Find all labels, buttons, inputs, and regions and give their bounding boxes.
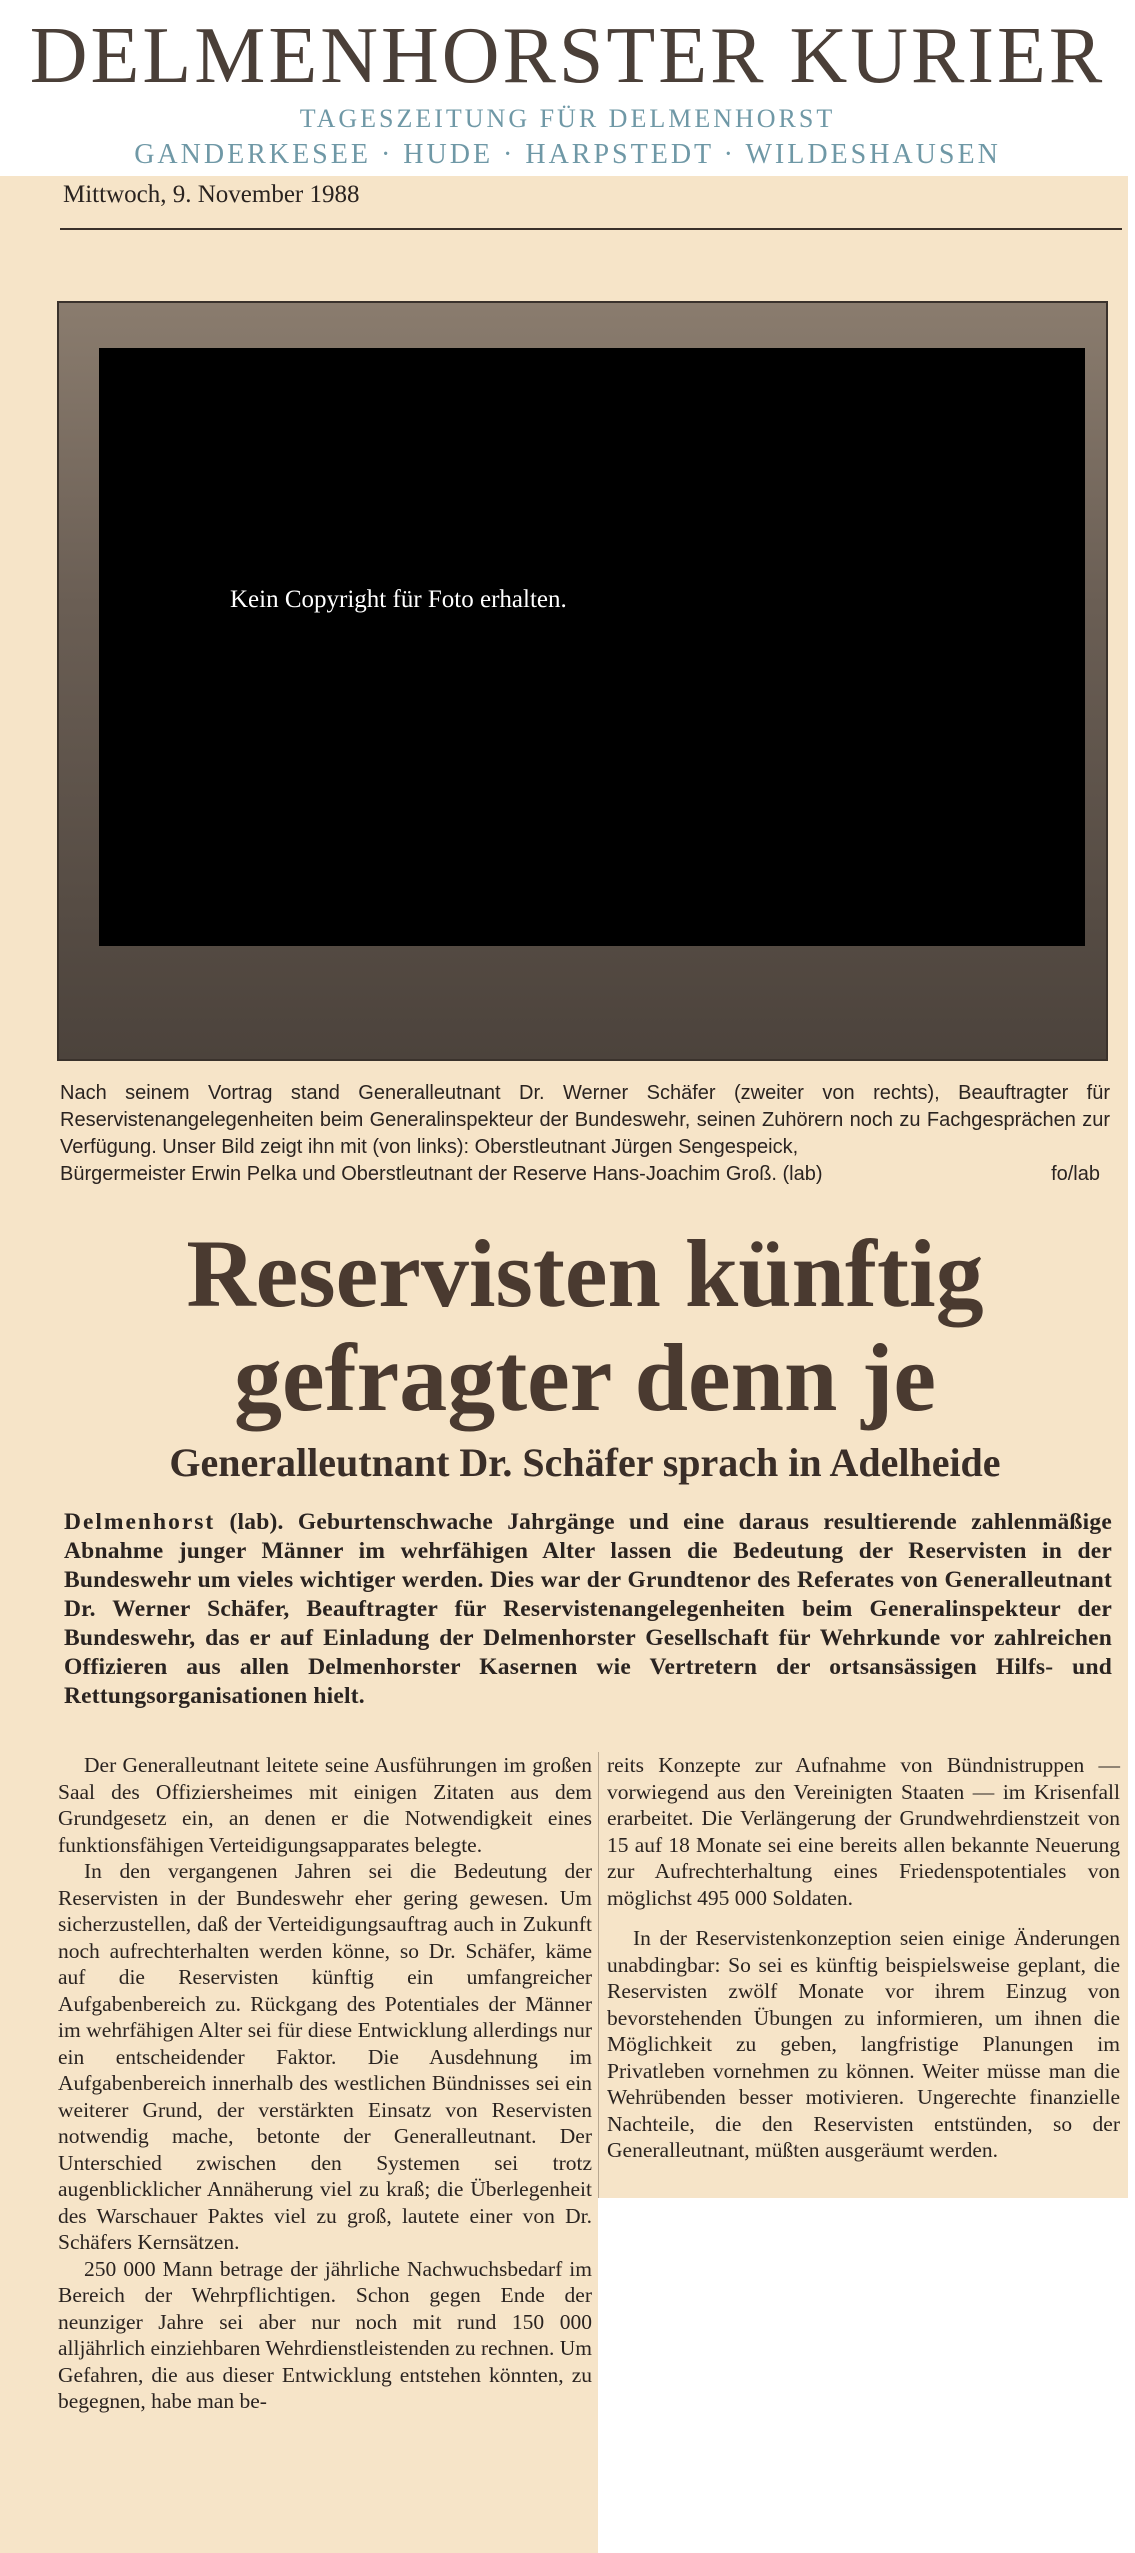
headline-line-1: Reservisten künftig bbox=[186, 1220, 984, 1327]
photo-redaction bbox=[99, 348, 1085, 946]
photo-caption: Nach seinem Vortrag stand Generalleutnant Dr. Werner Schäfer (zweiter von rechts), Beauftragter für Reservistenangelegenheiten beim Generalinspekteur der Bundeswehr, seinen Zuhörern noch zu Fachgesprächen zur Verfügung. Unser Bild zeigt ihn mit (von links): Oberstleutnant Jürgen Sengespeick, bbox=[60, 1082, 1110, 1158]
article-subheadline: Generalleutnant Dr. Schäfer sprach in Adelheide bbox=[169, 1440, 1001, 1485]
photo-copyright-notice: Kein Copyright für Foto erhalten. bbox=[230, 586, 567, 613]
masthead bbox=[0, 0, 1135, 176]
photo-caption-last-line: Bürgermeister Erwin Pelka und Oberstleutnant der Reserve Hans-Joachim Groß. (lab) bbox=[60, 1163, 823, 1185]
column-divider bbox=[598, 1752, 599, 2198]
lead-text: (lab). Geburtenschwache Jahrgänge und eine daraus resultierende zahlenmäßige Abnahme junger Männer im wehrfähigen Alter lassen die Bedeutung der Reservisten in der Bundeswehr um vieles wichtiger werden. Dies war der Grundtenor des Referates von Generalleutnant Dr. Werner Schäfer, Beauftragter für Reservistenangelegenheiten beim Generalinspekteur der Bundeswehr, das er auf Einladung der Delmenhorster Gesellschaft für Wehrkunde vor zahlreichen Offizieren aus allen Delmenhorster Kasernen wie Vertretern der ortsansässigen Hilfs- und Rettungsorganisationen hielt. bbox=[64, 1509, 1112, 1709]
issue-date: Mittwoch, 9. November 1988 bbox=[63, 181, 360, 208]
paragraph: In den vergangenen Jahren sei die Bedeutung der Reservisten in der Bundeswehr eher gering gewesen. Um sicherzustellen, daß der Verteidigungsauftrag auch in Zukunft noch aufrechterhalten werden könne, so Dr. Schäfer, käme auf die Reservisten künftig ein umfangreicher Aufgabenbereich zu. Rückgang des Potentiales der Männer im wehrfähigen Alter sei für diese Entwicklung allerdings nur ein entscheidender Faktor. Die Ausdehnung im Aufgabenbereich innerhalb des westlichen Bündnisses sei ein weiterer Grund, der verstärkten Einsatz von Reservisten notwendig mache, betonte der Generalleutnant. Der Unterschied zwischen den Systemen sei trotz augenblicklicher Annäherung viel zu kraß; die Überlegenheit des Warschauer Paktes viel zu groß, lautete einer von Dr. Schäfers Kernsätzen. bbox=[58, 1859, 592, 2254]
newspaper-title: DELMENHORSTER KURIER bbox=[29, 12, 1106, 100]
paragraph: Der Generalleutnant leitete seine Ausführungen im großen Saal des Offiziersheimes mit einigen Zitaten aus dem Grundgesetz ein, an denen er die Notwendigkeit eines funktionsfähigen Verteidigungsapparates belegte. bbox=[58, 1753, 592, 1857]
paragraph: 250 000 Mann betrage der jährliche Nachwuchsbedarf im Bereich der Wehrpflichtigen. Schon gegen Ende der neunziger Jahre sei aber nur noch mit rund 150 000 alljährlich einziehbaren Wehrdienstleistenden zu rechnen. Um Gefahren, die aus dieser Entwicklung entstehen könnten, zu begegnen, habe man be- bbox=[58, 2256, 592, 2413]
photo-credit: fo/lab bbox=[1051, 1163, 1100, 1185]
paragraph: In der Reservistenkonzeption seien einige Änderungen unabdingbar: So sei es künftig beispielsweise geplant, die Reservisten zwölf Monate vor ihrem Einzug von bevorstehenden Übungen zu informieren, um ihnen die Möglichkeit zu geben, langfristige Planungen im Privatleben vornehmen zu können. Weiter müsse man die Wehrübenden besser motivieren. Ungerechte finanzielle Nachteile, die den Reservisten entstünden, so der Generalleutnant, müßten ausgeräumt werden. bbox=[607, 1926, 1120, 2162]
date-rule bbox=[60, 228, 1122, 230]
newspaper-subtitle: TAGESZEITUNG FÜR DELMENHORST bbox=[299, 104, 836, 133]
paper-edge bbox=[1128, 176, 1135, 2198]
dateline-place: Delmenhorst bbox=[64, 1509, 216, 1535]
newspaper-towns: GANDERKESEE · HUDE · HARPSTEDT · WILDESHAUSEN bbox=[134, 139, 1001, 170]
article-lead bbox=[64, 1508, 1112, 1711]
paragraph: reits Konzepte zur Aufnahme von Bündnistruppen — vorwiegend aus den Vereinigten Staaten — im Krisenfall erarbeitet. Die Verlängerung der Grundwehrdienstzeit von 15 auf 18 Monate sei eine bereits allen bekannte Neuerung zur Aufrechterhaltung eines Friedenspotentiales von möglichst 495 000 Soldaten. bbox=[607, 1753, 1120, 1910]
headline-line-2: gefragter denn je bbox=[234, 1324, 936, 1431]
article-column-left bbox=[58, 1752, 592, 2415]
article-headline bbox=[60, 1222, 1110, 1430]
blank-corner bbox=[598, 2198, 1135, 2553]
article-column-right bbox=[607, 1752, 1120, 2164]
